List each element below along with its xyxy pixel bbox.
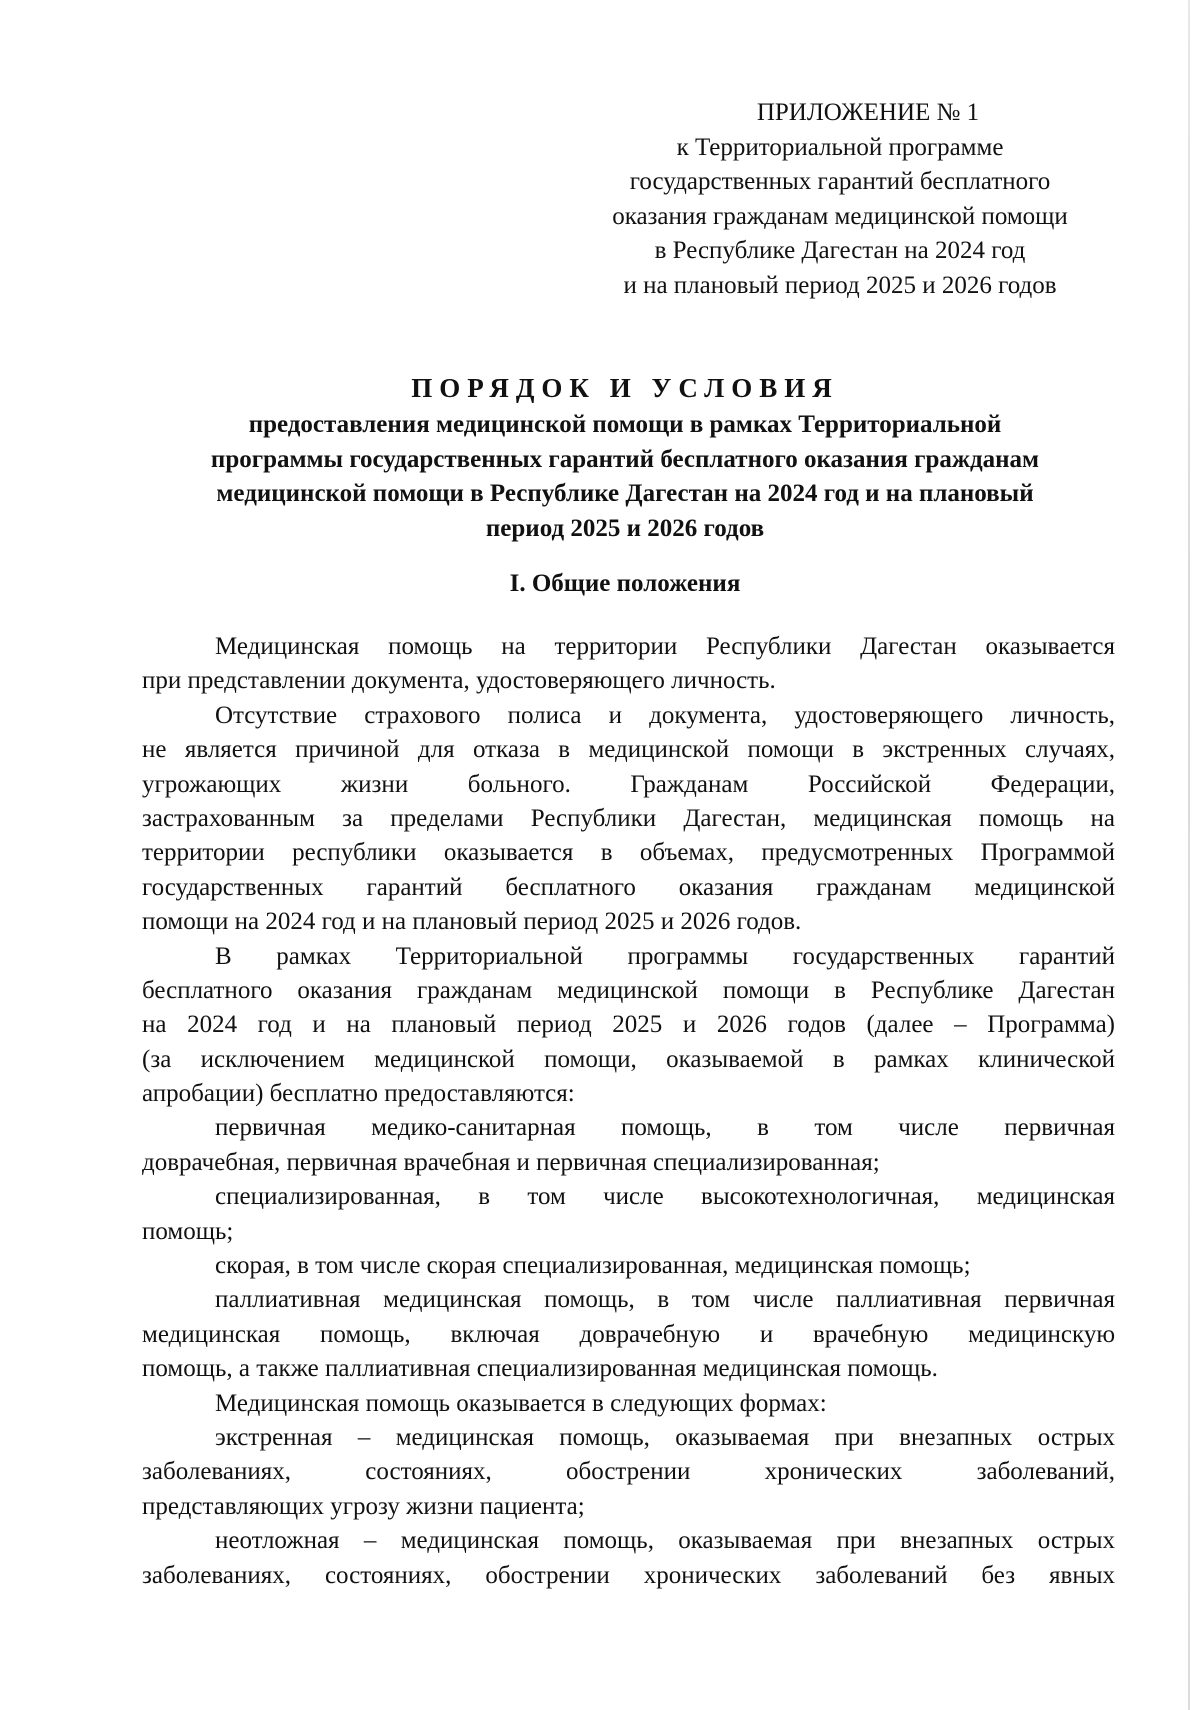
body-line: угрожающих жизни больного. Гражданам Российской Федерации, bbox=[142, 770, 1115, 798]
subtitle-line: медицинской помощи в Республике Дагестан на 2024 год и на плановый bbox=[216, 480, 1034, 507]
subtitle-line: предоставления медицинской помощи в рамках Территориальной bbox=[248, 411, 1002, 438]
body-line: В рамках Территориальной программы государственных гарантий bbox=[215, 942, 1115, 970]
body-line: паллиативная медицинская помощь, в том числе паллиативная первичная bbox=[215, 1286, 1115, 1314]
body-line: апробации) бесплатно предоставляются: bbox=[142, 1080, 575, 1108]
body-line: помощь; bbox=[142, 1217, 234, 1245]
document-subtitle bbox=[140, 408, 1110, 546]
body-line: Отсутствие страхового полиса и документа, удостоверяющего личность, bbox=[215, 701, 1115, 729]
appendix-line: оказания гражданам медицинской помощи bbox=[612, 202, 1068, 230]
body-line: Медицинская помощь на территории Республики Дагестан оказывается bbox=[215, 633, 1115, 660]
appendix-number: ПРИЛОЖЕНИЕ № 1 bbox=[756, 99, 980, 126]
body-line: медицинская помощь, включая доврачебную и врачебную медицинскую bbox=[142, 1320, 1115, 1348]
body-line: государственных гарантий бесплатного оказания гражданам медицинской bbox=[142, 873, 1115, 901]
body-line: (за исключением медицинской помощи, оказываемой в рамках клинической bbox=[142, 1045, 1115, 1073]
body-line: при представлении документа, удостоверяющего личность. bbox=[142, 667, 776, 695]
document-title-block bbox=[140, 368, 1110, 546]
body-line: Медицинская помощь оказывается в следующих формах: bbox=[215, 1389, 827, 1417]
body-line: помощь, а также паллиативная специализированная медицинская помощь. bbox=[142, 1355, 938, 1383]
appendix-line: государственных гарантий бесплатного bbox=[629, 168, 1051, 195]
scan-edge-shadow bbox=[1188, 0, 1190, 1710]
body-line: представляющих угрозу жизни пациента; bbox=[142, 1492, 585, 1520]
subtitle-line: период 2025 и 2026 годов bbox=[485, 514, 765, 542]
body-line: неотложная – медицинская помощь, оказываемая при внезапных острых bbox=[215, 1527, 1115, 1555]
body-line: скорая, в том числе скорая специализированная, медицинская помощь; bbox=[215, 1252, 971, 1280]
appendix-header bbox=[560, 96, 1120, 303]
body-line: территории республики оказывается в объемах, предусмотренных Программой bbox=[142, 839, 1115, 867]
subtitle-line: программы государственных гарантий бесплатного оказания гражданам bbox=[210, 445, 1040, 473]
body-line: не является причиной для отказа в медицинской помощи в экстренных случаях, bbox=[142, 736, 1115, 764]
body-line: застрахованным за пределами Республики Дагестан, медицинская помощь на bbox=[142, 804, 1115, 832]
document-title: ПОРЯДОК И УСЛОВИЯ bbox=[411, 373, 839, 403]
appendix-line: в Республике Дагестан на 2024 год bbox=[654, 237, 1026, 264]
body-text bbox=[142, 630, 1115, 1593]
section-heading: I. Общие положения bbox=[509, 570, 741, 597]
body-line: помощи на 2024 год и на плановый период 2025 и 2026 годов. bbox=[142, 908, 802, 936]
appendix-line: к Территориальной программе bbox=[676, 133, 1004, 161]
body-line: первичная медико-санитарная помощь, в том числе первичная bbox=[215, 1114, 1115, 1142]
body-line: бесплатного оказания гражданам медицинской помощи в Республике Дагестан bbox=[142, 976, 1115, 1004]
body-line: заболеваниях, состояниях, обострении хронических заболеваний, bbox=[142, 1458, 1115, 1486]
appendix-line: и на плановый период 2025 и 2026 годов bbox=[623, 271, 1057, 299]
body-line: на 2024 год и на плановый период 2025 и 2026 годов (далее – Программа) bbox=[142, 1011, 1115, 1039]
body-line: доврачебная, первичная врачебная и первичная специализированная; bbox=[142, 1148, 880, 1176]
body-line: специализированная, в том числе высокотехнологичная, медицинская bbox=[215, 1183, 1115, 1211]
body-line: заболеваниях, состояниях, обострении хронических заболеваний без явных bbox=[142, 1561, 1115, 1589]
body-line: экстренная – медицинская помощь, оказываемая при внезапных острых bbox=[215, 1423, 1115, 1451]
